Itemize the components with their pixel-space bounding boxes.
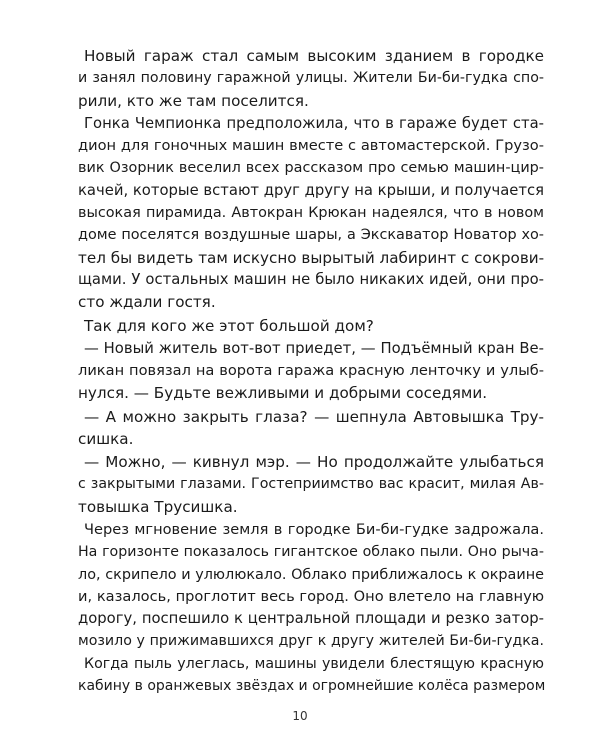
text-line: кабину в оранжевых звёздах и огромнейшие колёса размером — [78, 678, 546, 694]
text-line: дион для гоночных машин вместе с автомастерской. Грузо- — [78, 137, 544, 155]
text-line: и, казалось, проглотит весь город. Оно влетело на главную — [78, 587, 544, 605]
text-line: качей, которые встают друг другу на крыши, и получается — [78, 181, 545, 199]
text-line: — Новый житель вот-вот приедет, — Подъёмный кран Ве- — [84, 339, 544, 357]
text-line: рили, кто же там поселится. — [78, 91, 309, 110]
text-line: Когда пыль улеглась, машины увидели блестящую красную — [84, 655, 544, 672]
text-line: и занял половину гаражной улицы. Жители Би-би-гудка спо- — [78, 70, 544, 87]
text-line: ло, скрипело и улюлюкало. Облако приближалось к окраине — [78, 566, 544, 583]
text-line: щами. У остальных машин не было никаких идей, они про- — [78, 271, 544, 288]
text-line: вик Озорник веселил всех рассказом про семью машин-цир- — [78, 160, 544, 177]
text-line: — Можно, — кивнул мэр. — Но продолжайте улыбаться — [84, 453, 544, 471]
text-line: высокая пирамида. Автокран Крюкан надеялся, что в новом — [78, 205, 544, 222]
text-line: Через мгновение земля в городке Би-би-гудке задрожала. — [84, 520, 544, 538]
text-line: — А можно закрыть глаза? — шепнула Автовышка Тру- — [84, 407, 544, 426]
page-number: 10 — [292, 709, 308, 723]
text-line: Так для кого же этот большой дом? — [84, 316, 374, 335]
text-line: сишка. — [78, 429, 134, 448]
text-line: На горизонте показалось гигантское облако пыли. Оно рыча- — [78, 544, 544, 561]
text-line: дорогу, поспешило к центральной площади и резко затор- — [78, 610, 544, 628]
text-line: с закрытыми глазами. Гостеприимство вас красит, милая Ав- — [78, 476, 544, 493]
text-line: Новый гараж стал самым высоким зданием в городке — [84, 47, 544, 65]
text-line: ликан повязал на ворота гаража красную ленточку и улыб- — [78, 362, 544, 379]
text-line: нулся. — Будьте вежливыми и добрыми соседями. — [78, 384, 488, 403]
text-line: тел бы видеть там искусно вырытый лабиринт с сокрови- — [78, 248, 545, 267]
text-line: Гонка Чемпионка предположила, что в гараже будет ста- — [84, 114, 544, 132]
text-line: сто ждали гостя. — [78, 293, 216, 312]
text-line: товышка Трусишка. — [78, 497, 238, 516]
text-line: мозило у прижимавшихся друг к другу жителей Би-би-гудка. — [78, 633, 544, 650]
text-line: доме поселятся воздушные шары, а Экскаватор Новатор хо- — [78, 227, 544, 244]
